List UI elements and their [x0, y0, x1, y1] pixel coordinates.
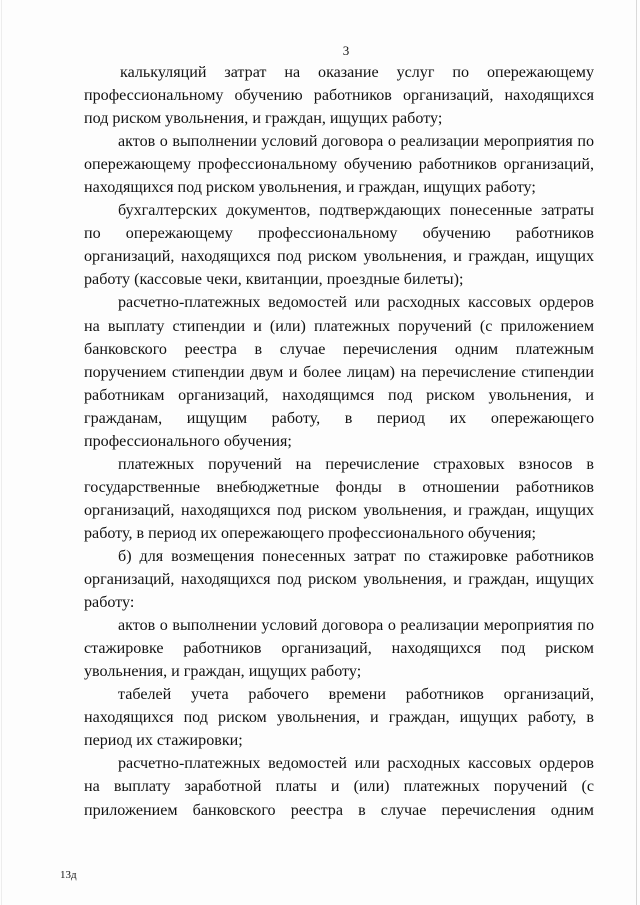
paragraph-acts-internship: актов о выполнении условий договора о реализации мероприятия по стажировке работников организаций, находящихся под риском увольнения, и граждан, ищущих работу;: [84, 617, 594, 681]
paragraph-insurance-payments: платежных поручений на перечисление страховых взносов в государственные внебюджетные фонды в отношении работников организаций, находящихся под риском увольнения, и граждан, ищущих работу, в период их опережающего профессионального обучения;: [84, 455, 594, 542]
paragraph-calculations: калькуляций затрат на оказание услуг по опережающему профессиональному обучению работников организаций, находящихся под риском увольнения, и граждан, ищущих работу;: [84, 64, 594, 128]
paragraph-accounting-documents: бухгалтерских документов, подтверждающих понесенные затраты по опережающему профессиональному обучению работников организаций, находящихся под риском увольнения, и граждан, ищущих работу (кассовые чеки, квитанции, проездные билеты);: [84, 202, 594, 289]
paragraph-payroll-wages: расчетно-платежных ведомостей или расходных кассовых ордеров на выплату заработной платы и (или) платежных поручений (с приложением банковского реестра в случае перечисления одним: [84, 755, 594, 819]
scan-edge-left: [1, 0, 2, 905]
page-number: 3: [342, 43, 350, 58]
scan-edge-right: [636, 0, 637, 905]
paragraph-acts-training: актов о выполнении условий договора о реализации мероприятия по опережающему профессиональному обучению работников организаций, находящихся под риском увольнения, и граждан, ищущих работу;: [84, 133, 594, 197]
paragraph-timesheets: табелей учета рабочего времени работников организаций, находящихся под риском увольнения, и граждан, ищущих работу, в период их стажировки;: [84, 686, 594, 750]
document-body: [84, 61, 594, 822]
paragraph-payroll-stipend: расчетно-платежных ведомостей или расходных кассовых ордеров на выплату стипендии и (или) платежных поручений (с приложением банковского реестра в случае перечисления одним платежным поручением стипендии двум и более лицам) на перечисление стипендии работникам организаций, находящимся под риском увольнения, и гражданам, ищущим работу, в период их опережающего профессионального обучения;: [84, 294, 594, 450]
paragraph-internship-costs: б) для возмещения понесенных затрат по стажировке работников организаций, находящихся под риском увольнения, и граждан, ищущих работу:: [84, 547, 594, 612]
document-code: 13д: [60, 869, 77, 881]
